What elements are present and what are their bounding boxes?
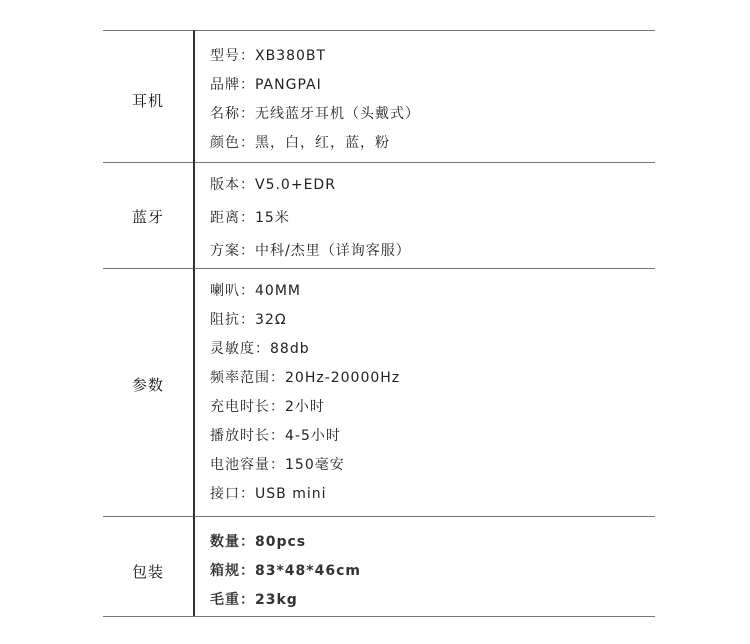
section-divider	[103, 162, 655, 163]
spec-value: 32Ω	[255, 312, 287, 328]
spec-value: 23kg	[255, 592, 298, 608]
spec-value: 40MM	[255, 283, 301, 299]
spec-row	[210, 454, 345, 474]
spec-label: 距离：	[210, 210, 255, 226]
spec-value: 80pcs	[255, 534, 307, 550]
spec-label: 阻抗：	[210, 312, 255, 328]
spec-row	[210, 531, 306, 551]
table-bottom-border	[103, 616, 655, 617]
spec-label: 颜色：	[210, 135, 255, 151]
table-top-border	[103, 30, 655, 31]
spec-value: 150毫安	[285, 457, 345, 473]
spec-label: 灵敏度：	[210, 341, 270, 357]
spec-label: 箱规：	[210, 563, 255, 579]
spec-value: 4-5小时	[285, 428, 341, 444]
spec-row	[210, 425, 341, 445]
spec-row	[210, 103, 420, 123]
spec-value: XB380BT	[255, 48, 327, 64]
spec-label: 播放时长：	[210, 428, 285, 444]
spec-value: PANGPAI	[255, 77, 322, 93]
spec-row	[210, 309, 287, 329]
spec-label: 品牌：	[210, 77, 255, 93]
category-label: 参数	[131, 376, 164, 394]
spec-value: 15米	[255, 210, 290, 226]
spec-row	[210, 483, 326, 503]
spec-value: 2小时	[285, 399, 325, 415]
spec-value: 20Hz-20000Hz	[285, 370, 401, 386]
category-label: 耳机	[131, 92, 164, 110]
column-divider	[193, 30, 195, 616]
spec-row	[210, 338, 310, 358]
spec-value: V5.0+EDR	[255, 177, 336, 193]
spec-row	[210, 45, 326, 65]
spec-label: 充电时长：	[210, 399, 285, 415]
spec-row	[210, 240, 411, 260]
spec-value: USB mini	[255, 486, 327, 502]
spec-label: 型号：	[210, 48, 255, 64]
category-label: 包装	[131, 563, 164, 581]
spec-label: 喇叭：	[210, 283, 255, 299]
section-divider	[103, 516, 655, 517]
spec-value: 无线蓝牙耳机（头戴式）	[255, 106, 420, 122]
spec-row	[210, 589, 298, 609]
spec-row	[210, 560, 361, 580]
spec-value: 中科/杰里（详询客服）	[255, 243, 411, 259]
spec-value: 83*48*46cm	[255, 563, 361, 579]
spec-row	[210, 280, 301, 300]
spec-label: 频率范围：	[210, 370, 285, 386]
spec-row	[210, 174, 336, 194]
spec-label: 电池容量：	[210, 457, 285, 473]
spec-row	[210, 396, 325, 416]
spec-label: 毛重：	[210, 592, 255, 608]
category-label: 蓝牙	[131, 208, 164, 226]
spec-label: 方案：	[210, 243, 255, 259]
spec-label: 名称：	[210, 106, 255, 122]
spec-label: 版本：	[210, 177, 255, 193]
spec-row	[210, 367, 400, 387]
section-divider	[103, 268, 655, 269]
spec-value: 88db	[270, 341, 310, 357]
spec-value: 黑，白，红，蓝，粉	[255, 135, 390, 151]
spec-row	[210, 74, 322, 94]
spec-label: 接口：	[210, 486, 255, 502]
spec-row	[210, 207, 290, 227]
spec-row	[210, 132, 390, 152]
spec-label: 数量：	[210, 534, 255, 550]
